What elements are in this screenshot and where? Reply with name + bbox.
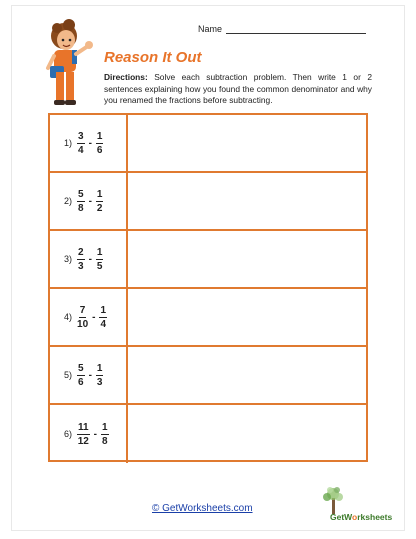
logo-text-rest: rksheets [357,512,393,522]
denominator: 4 [100,318,107,330]
minus-sign: - [92,311,96,323]
name-blank[interactable] [226,25,366,34]
denominator: 3 [96,376,103,388]
directions [104,72,372,107]
logo-text [330,512,392,522]
numerator: 1 [101,421,108,433]
denominator: 10 [77,318,89,330]
fraction-a [77,305,88,330]
site-link[interactable]: © GetWorksheets.com [152,503,253,514]
minus-sign: - [88,253,92,265]
fraction-b [99,305,107,330]
problem-cell [50,173,128,229]
problem-row-1 [50,115,366,173]
minus-sign: - [93,428,97,440]
problem-number: 6) [64,429,73,439]
numerator: 3 [78,130,84,142]
numerator: 1 [96,362,103,374]
minus-sign: - [88,369,92,381]
denominator: 6 [78,376,84,388]
name-label: Name [198,24,223,34]
answer-area[interactable] [128,289,366,345]
problem-table [48,113,368,462]
numerator: 11 [78,421,89,433]
numerator: 7 [79,304,86,316]
denominator: 5 [96,260,103,272]
fraction-b [96,189,104,214]
problem-number: 4) [64,312,73,322]
denominator: 4 [78,144,84,156]
fraction-b [96,363,104,388]
problem-number: 3) [64,254,73,264]
problem-row-4 [50,289,366,347]
numerator: 1 [100,304,107,316]
worksheet-title: Reason It Out [104,49,202,66]
denominator: 2 [96,202,103,214]
denominator: 8 [101,435,108,447]
problem-number: 1) [64,138,73,148]
problem-row-3 [50,231,366,289]
answer-area[interactable] [128,347,366,403]
fraction-b [96,247,104,272]
directions-label: Directions: [104,72,148,82]
answer-area[interactable] [128,231,366,287]
minus-sign: - [88,137,92,149]
fraction-a [77,131,85,156]
logo-text-o: o [352,512,358,522]
answer-area[interactable] [128,405,366,463]
problem-cell [50,347,128,403]
numerator: 5 [78,188,84,200]
fraction-a [77,189,85,214]
logo-text-get: GetW [330,512,353,522]
fraction-a [77,422,90,447]
problem-cell [50,115,128,171]
numerator: 5 [78,362,84,374]
answer-area[interactable] [128,173,366,229]
denominator: 3 [78,260,84,272]
fraction-b [101,422,109,447]
problem-number: 2) [64,196,73,206]
problem-cell [50,289,128,345]
answer-area[interactable] [128,115,366,171]
problem-cell [50,405,128,463]
directions-text: Solve each subtraction problem. Then write 1 or 2 sentences explaining how you found the common denominator and why you renamed the fractions before subtracting. [104,72,372,105]
student-illustration [42,16,98,112]
problem-cell [50,231,128,287]
numerator: 1 [96,246,103,258]
minus-sign: - [88,195,92,207]
fraction-a [77,363,85,388]
denominator: 8 [78,202,84,214]
numerator: 1 [96,188,103,200]
numerator: 1 [96,130,103,142]
denominator: 6 [96,144,103,156]
problem-row-2 [50,173,366,231]
problem-row-5 [50,347,366,405]
problem-number: 5) [64,370,73,380]
fraction-a [77,247,85,272]
problem-row-6 [50,405,366,463]
numerator: 2 [78,246,84,258]
fraction-b [96,131,104,156]
denominator: 12 [77,435,89,447]
name-field [198,24,366,34]
